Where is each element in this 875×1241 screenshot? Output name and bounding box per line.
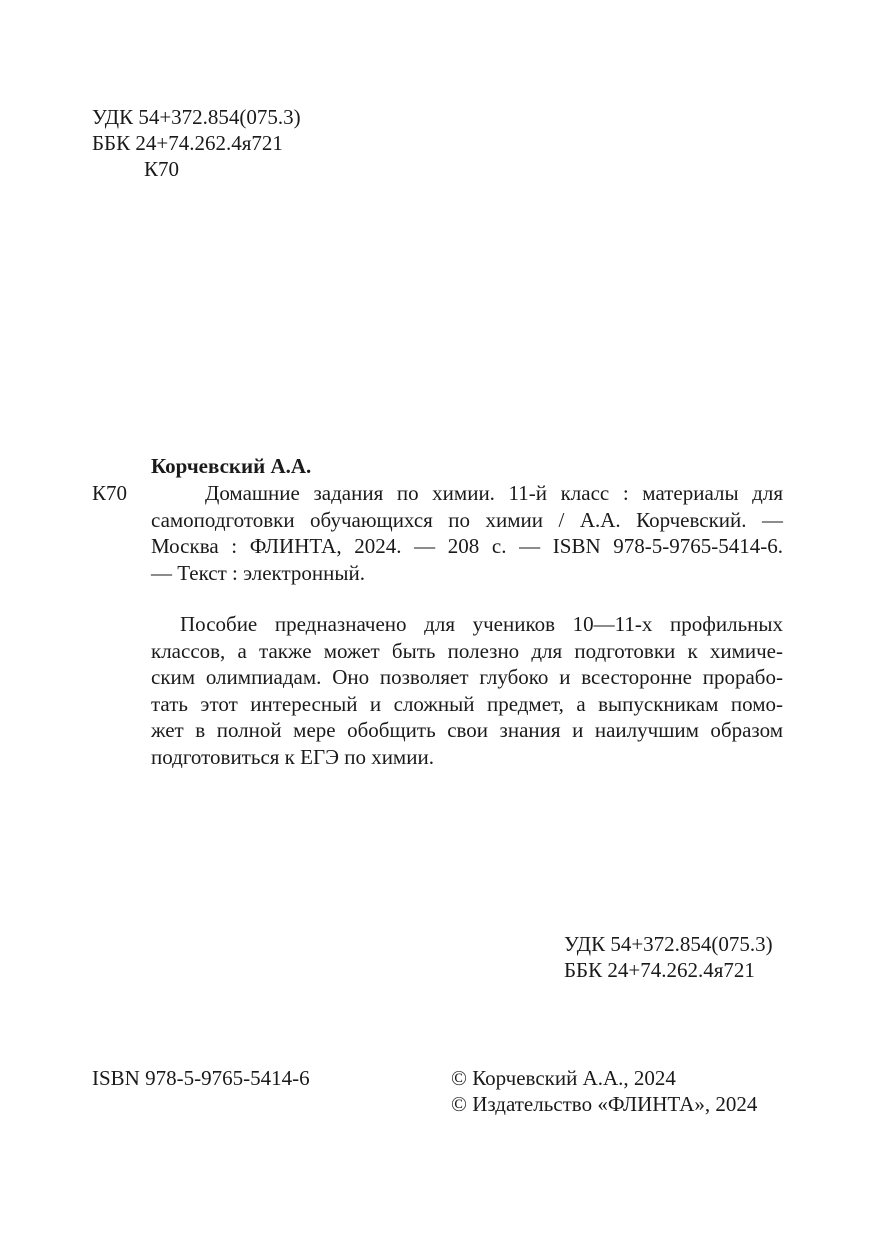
bbk-code: ББК 24+74.262.4я721 bbox=[564, 958, 755, 982]
annotation-line: тать этот интересный и сложный предмет, а выпускникам помо- bbox=[151, 691, 783, 716]
annotation-paragraph bbox=[151, 611, 783, 771]
annotation-line: классов, а также может быть полезно для подготовки к химиче- bbox=[151, 638, 783, 663]
annotation-line: ским олимпиадам. Оно позволяет глубоко и всесторонне прорабо- bbox=[151, 665, 783, 690]
author-mark: К70 bbox=[144, 157, 180, 181]
isbn-number: ISBN 978-5-9765-5414-6 bbox=[92, 1066, 310, 1090]
udk-code: УДК 54+372.854(075.3) bbox=[92, 105, 301, 129]
bbk-code: ББК 24+74.262.4я721 bbox=[92, 131, 283, 155]
copyright-publisher: © Издательство «ФЛИНТА», 2024 bbox=[451, 1092, 758, 1116]
citation-line: — Текст : электронный. bbox=[151, 560, 365, 585]
citation-line: Москва : ФЛИНТА, 2024. — 208 с. — ISBN 978-5-9765-5414-6. bbox=[151, 534, 783, 558]
classification-codes-top bbox=[92, 104, 301, 182]
copyright-notice bbox=[451, 1065, 757, 1117]
bibliographic-citation bbox=[151, 480, 783, 586]
annotation-line: подготовиться к ЕГЭ по химии. bbox=[151, 744, 434, 769]
citation-line: самоподготовки обучающихся по химии / А.А. Корчевский. — bbox=[151, 507, 783, 532]
author-heading: Корчевский А.А. bbox=[151, 454, 312, 478]
copyright-author: © Корчевский А.А., 2024 bbox=[451, 1066, 676, 1090]
author-mark-side: К70 bbox=[92, 481, 128, 505]
citation-line: Домашние задания по химии. 11-й класс : материалы для bbox=[205, 481, 783, 505]
udk-code: УДК 54+372.854(075.3) bbox=[564, 932, 773, 956]
annotation-line: Пособие предназначено для учеников 10—11-х профильных bbox=[180, 612, 783, 636]
classification-codes-bottom bbox=[564, 931, 773, 983]
annotation-line: жет в полной мере обобщить свои знания и наилучшим образом bbox=[151, 718, 783, 743]
